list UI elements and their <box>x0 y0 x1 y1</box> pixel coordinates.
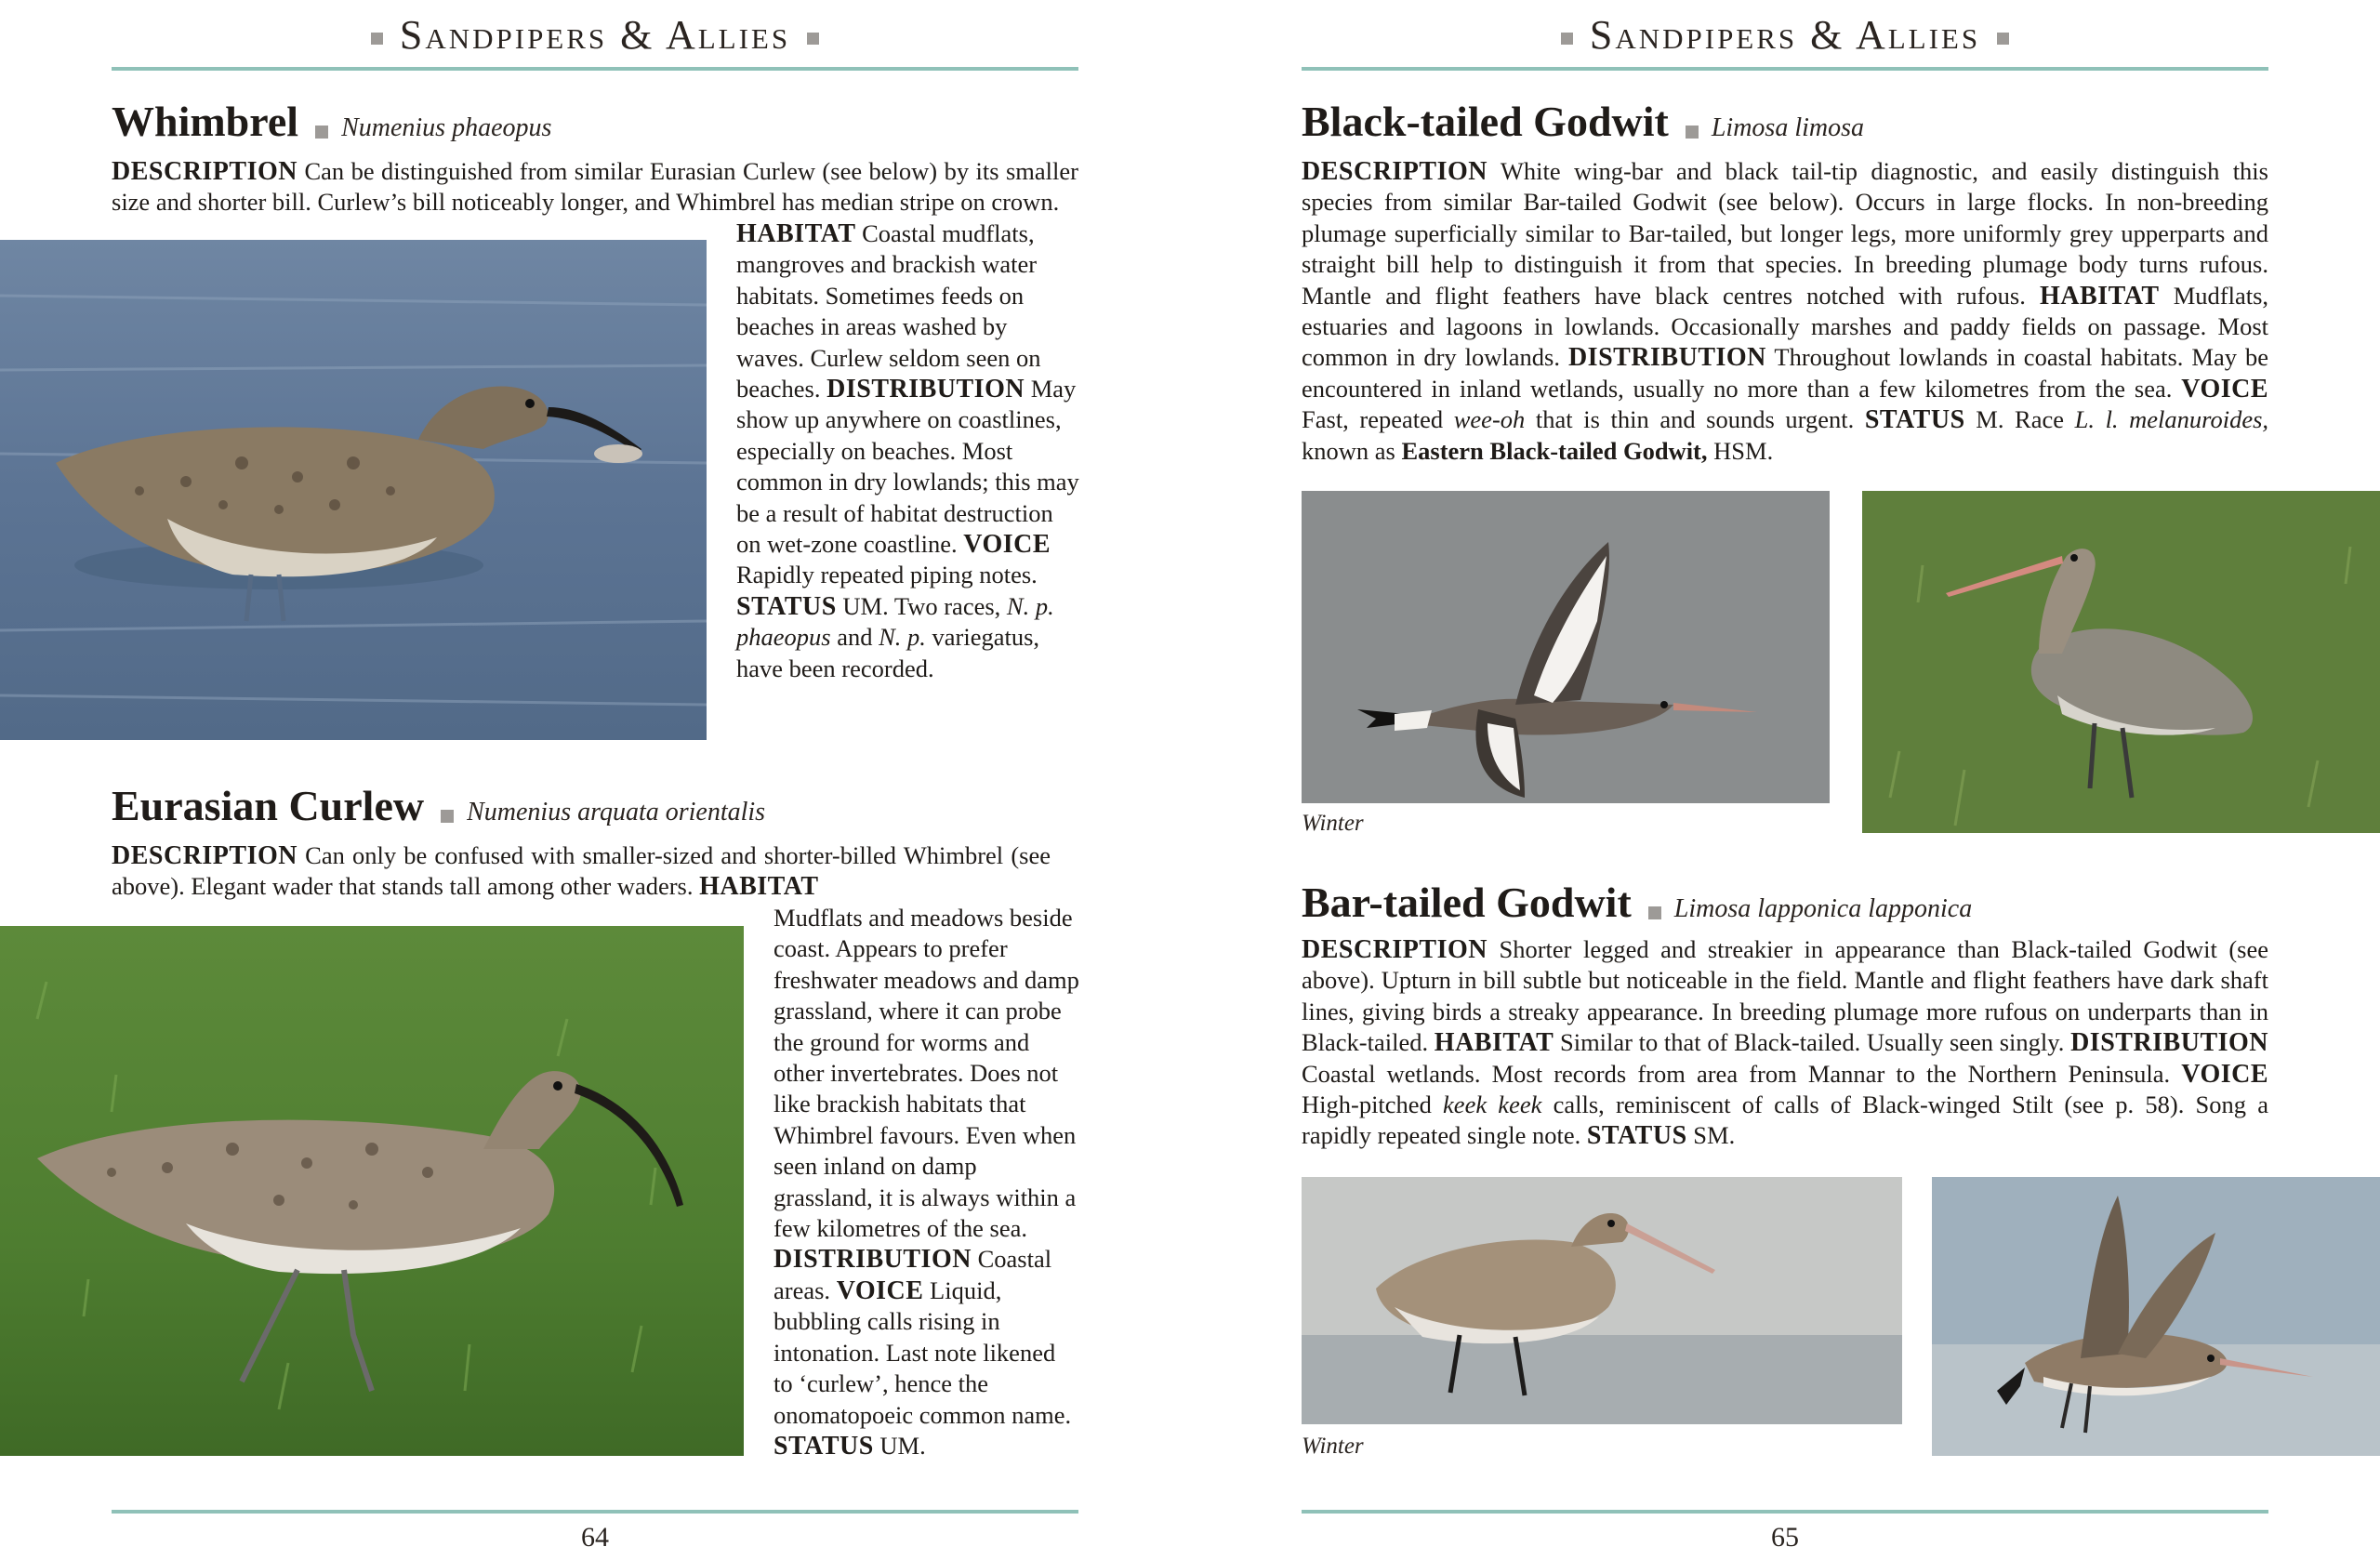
running-head-text: Sandpipers & Allies <box>399 12 791 58</box>
title-square <box>1686 126 1699 139</box>
kw-description: DESCRIPTION <box>112 841 298 870</box>
curlew-body-top <box>112 840 1051 903</box>
scientific-name: Limosa lapponica lapponica <box>1673 894 1973 923</box>
bar-voice-call: keek keek <box>1443 1091 1542 1119</box>
common-name: Bar-tailed Godwit <box>1302 879 1632 926</box>
curlew-photo <box>0 926 744 1456</box>
curlew-habitat: Mudflats and meadows beside coast. Appears to prefer freshwater meadows and damp grassland, where it can probe the ground for worms and other invertebrates. Does not like brackish habitats that Whimbrel favours. Even when seen inland on damp grassland, it is always within a few kilometres of the sea. <box>774 904 1079 1243</box>
known-as: known as <box>1302 436 1395 465</box>
species-title-curlew <box>112 781 765 830</box>
curlew-status: UM. <box>879 1431 926 1460</box>
black-tailed-flight-photo <box>1302 491 1830 803</box>
ornament-square <box>1561 33 1573 45</box>
race-rest: variegatus, have been recorded. <box>736 623 1040 682</box>
scientific-name: Numenius arquata orientalis <box>467 798 766 826</box>
bar-tailed-body <box>1302 934 2268 1152</box>
common-name: Whimbrel <box>112 98 299 145</box>
race-name: N. p. phaeopus <box>736 591 1054 652</box>
ornament-square <box>371 33 383 45</box>
kw-voice: VOICE <box>963 530 1051 560</box>
bt-voice: Fast, repeated <box>1302 405 1444 434</box>
whimbrel-distribution: May show up anywhere on coastlines, especially on beaches. Most common in dry lowlands; this may be a result of habitat destruction on wet-zone coastline. <box>736 375 1079 559</box>
running-head-text: Sandpipers & Allies <box>1589 12 1981 58</box>
kw-status: STATUS <box>736 591 837 621</box>
bt-habitat: Mudflats, estuaries and lagoons in lowlands. Occasionally marshes and paddy fields on passage. Most common in dry lowlands. <box>1302 281 2269 372</box>
top-rule <box>112 67 1078 71</box>
bar-voice-post: calls, reminiscent of calls of Black-winged Stilt (see p. 58). Song a rapidly repeated single note. <box>1302 1091 2268 1150</box>
scientific-name: Limosa limosa <box>1711 113 1864 142</box>
kw-description: DESCRIPTION <box>112 157 298 186</box>
whimbrel-body-top <box>112 156 1078 218</box>
running-head-right <box>1302 11 2268 59</box>
kw-description: DESCRIPTION <box>1302 935 1488 964</box>
whimbrel-description: Can be distinguished from similar Eurasian Curlew (see below) by its smaller size and shorter bill. Curlew’s bill noticeably longer, and Whimbrel has median stripe on crown. <box>112 157 1078 217</box>
kw-status: STATUS <box>774 1431 874 1461</box>
race-name: L. l. melanuroides, <box>2074 405 2269 434</box>
kw-distribution: DISTRIBUTION <box>1567 343 1766 373</box>
kw-status: STATUS <box>1586 1121 1687 1151</box>
black-tailed-standing-photo <box>1862 491 2380 833</box>
common-name: Eurasian Curlew <box>112 782 425 829</box>
title-square <box>441 810 454 823</box>
bar-tailed-flight-photo <box>1932 1177 2380 1456</box>
kw-voice: VOICE <box>2181 374 2269 403</box>
conjunction: and <box>837 623 873 652</box>
kw-distribution: DISTRIBUTION <box>826 375 1025 404</box>
species-title-whimbrel <box>112 97 551 146</box>
right-page <box>1190 0 2380 1560</box>
kw-description: DESCRIPTION <box>1302 157 1488 186</box>
title-square <box>315 126 328 139</box>
bar-status: SM. <box>1693 1121 1736 1150</box>
common-name: Black-tailed Godwit <box>1302 98 1669 145</box>
bar-tailed-standing-photo <box>1302 1177 1902 1424</box>
whimbrel-body-column <box>736 218 1080 684</box>
race-common-name: Eastern Black-tailed Godwit, <box>1401 436 1708 465</box>
whimbrel-status: UM. Two races, <box>842 591 1001 620</box>
curlew-distribution: Coastal areas. <box>774 1245 1052 1304</box>
kw-voice: VOICE <box>2181 1059 2269 1089</box>
curlew-body-column <box>774 903 1080 1461</box>
species-title-black-tailed-godwit <box>1302 97 1864 146</box>
ornament-square <box>1997 33 2009 45</box>
kw-habitat: HABITAT <box>1434 1028 1554 1058</box>
whimbrel-photo <box>0 240 707 740</box>
page-number: 65 <box>1771 1522 1799 1553</box>
kw-habitat: HABITAT <box>736 219 856 248</box>
kw-distribution: DISTRIBUTION <box>2070 1028 2269 1058</box>
bar-description: Shorter legged and streakier in appearance than Black-tailed Godwit (see above). Upturn in bill subtle but noticeable in the field. Mantle and flight feathers have dark shaft lines, giving birds a streaky appearance. In breeding plumage more rufous on underparts than in Black-tailed. <box>1302 935 2268 1057</box>
species-title-bar-tailed-godwit <box>1302 878 1972 927</box>
page-number: 64 <box>581 1522 609 1553</box>
bt-description: White wing-bar and black tail-tip diagnostic, and easily distinguish this species from similar Bar-tailed Godwit (see below). Occurs in large flocks. In non-breeding plumage superficially similar to Bar-tailed, but longer legs, more uniformly grey upperparts and straight bill help to distinguish it from that species. In breeding plumage body turns rufous. Mantle and flight feathers have black centres notched with rufous. <box>1302 157 2268 310</box>
title-square <box>1648 906 1661 919</box>
scientific-name: Numenius phaeopus <box>341 113 552 142</box>
bt-status-post: HSM. <box>1713 436 1774 465</box>
curlew-description: Can only be confused with smaller-sized and shorter-billed Whimbrel (see above). Elegant wader that stands tall among other waders. <box>112 841 1051 901</box>
kw-habitat: HABITAT <box>699 872 819 902</box>
black-tailed-caption: Winter <box>1302 811 1364 836</box>
kw-voice: VOICE <box>836 1276 924 1305</box>
bt-voice-post: that is thin and sounds urgent. <box>1535 405 1855 434</box>
curlew-voice: Liquid, bubbling calls rising in intonation. Last note likened to ‘curlew’, hence the onomatopoeic common name. <box>774 1276 1072 1429</box>
kw-status: STATUS <box>1864 405 1965 435</box>
bt-status: M. Race <box>1976 405 2064 434</box>
bottom-rule <box>112 1510 1078 1514</box>
kw-habitat: HABITAT <box>2040 281 2160 311</box>
whimbrel-habitat: Coastal mudflats, mangroves and brackish water habitats. Sometimes feeds on beaches in areas washed by waves. Curlew seldom seen on beaches. <box>736 219 1041 403</box>
bar-habitat: Similar to that of Black-tailed. Usually seen singly. <box>1559 1028 2065 1057</box>
running-head-left <box>112 11 1078 59</box>
bar-tailed-caption: Winter <box>1302 1434 1364 1459</box>
whimbrel-voice: Rapidly repeated piping notes. <box>736 561 1038 589</box>
kw-distribution: DISTRIBUTION <box>774 1245 972 1275</box>
bottom-rule <box>1302 1510 2268 1514</box>
bt-distribution: Throughout lowlands in coastal habitats. May be encountered in inland wetlands, usually no more than a few kilometres from the sea. <box>1302 343 2268 403</box>
ornament-square <box>807 33 819 45</box>
black-tailed-body <box>1302 156 2268 467</box>
bar-voice: High-pitched <box>1302 1091 1432 1119</box>
bar-distribution: Coastal wetlands. Most records from area from Mannar to the Northern Peninsula. <box>1302 1059 2171 1088</box>
bt-voice-call: wee-oh <box>1453 405 1526 434</box>
top-rule <box>1302 67 2268 71</box>
race-name: N. p. <box>879 623 926 652</box>
